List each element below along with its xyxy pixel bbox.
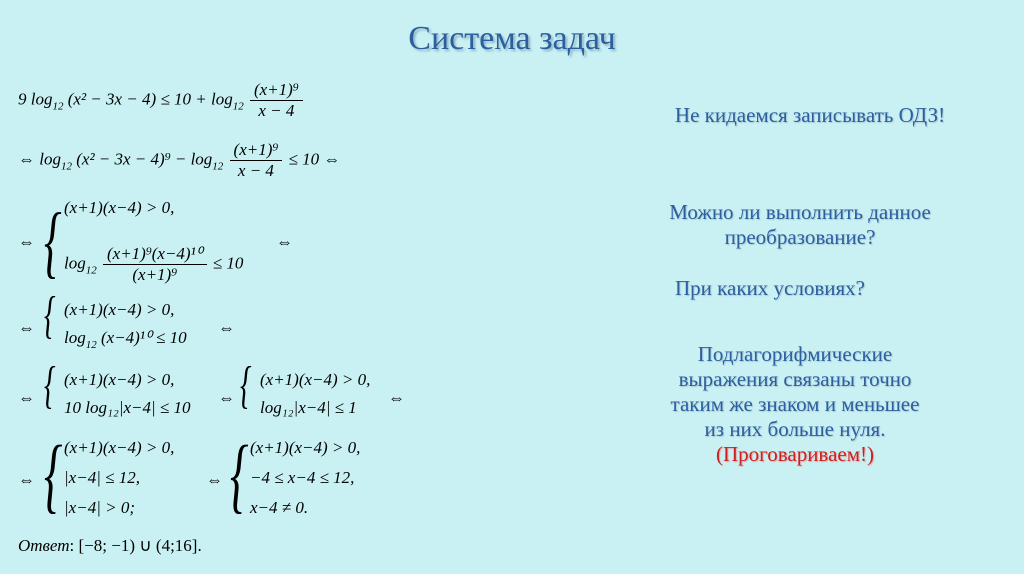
system-4: ⇔ { (x+1)(x−4) > 0, |x−4| ≤ 12, |x−4| > 0; ⇔ { (x+1)(x−4) > 0, −4 ≤ x−4 ≤ 12, x−4 ≠ 0. xyxy=(18,429,361,522)
answer-value: : [−8; −1) ∪ (4;16]. xyxy=(69,536,202,555)
note-conditions-question: При каких условиях? xyxy=(675,276,865,300)
fraction: $\frac{\text{(x+1)⁹(x−4)¹⁰}}{\text{(x+1)⁹}}$ xyxy=(103,244,207,285)
inequality-line-2: ⇔ $\log_{12} (x^2 - 3x - 4)^9 - \log_{12}$ $\frac{\text{(x+1)⁹}}{x - 4}$ ≤ 10 ⇔ xyxy=(18,140,341,180)
math-solution xyxy=(18,70,618,570)
note-emphasis: (Проговариваем!) xyxy=(715,442,874,466)
system-brace: { xyxy=(230,429,249,522)
note-transformation-question: Можно ли выполнить данное преобразование? xyxy=(669,200,931,249)
note-explanation: Подлагорифмические выражения связаны точно таким же знаком и меньшее из них больше нуля. (Проговариваем!) xyxy=(615,342,975,467)
system-brace: { xyxy=(44,198,62,286)
inequality-line-1: 9 $\log_{12} (x^2 - 3x - 4) \le 10 + \log_{12}$ $\frac{\text{(x+1)⁹}}{x - 4}$ xyxy=(18,80,305,121)
answer-line xyxy=(18,536,202,556)
note-odz: Не кидаемся записывать ОДЗ! xyxy=(674,103,946,127)
system-2: ⇔ { (x+1)(x−4) > 0, $\log_{12} (x-4)^{10} \le 10$ ⇔ xyxy=(18,287,235,351)
fraction: $\frac{\text{(x+1)⁹}}{x - 4}$ xyxy=(250,80,303,121)
system-brace: { xyxy=(44,357,56,414)
system-brace: { xyxy=(44,429,63,522)
system-1: ⇔ { (x+1)(x−4) > 0, $\log_{12}$ $\frac{\text{(x+1)⁹(x−4)¹⁰}}{\text{(x+1)⁹}}$ ≤ 10 ⇔ xyxy=(18,198,293,286)
system-brace: { xyxy=(240,357,252,414)
fraction: $\frac{\text{(x+1)⁹}}{x - 4}$ xyxy=(230,140,283,181)
slide-title: Система задач xyxy=(408,20,616,57)
answer-label: Ответ xyxy=(18,536,70,555)
system-brace: { xyxy=(44,287,56,344)
system-3: ⇔ { (x+1)(x−4) > 0, 10 log₁₂|x−4| ≤ 10 ⇔ { (x+1)(x−4) > 0, log₁₂|x−4| ≤ 1 ⇔ xyxy=(18,357,405,417)
